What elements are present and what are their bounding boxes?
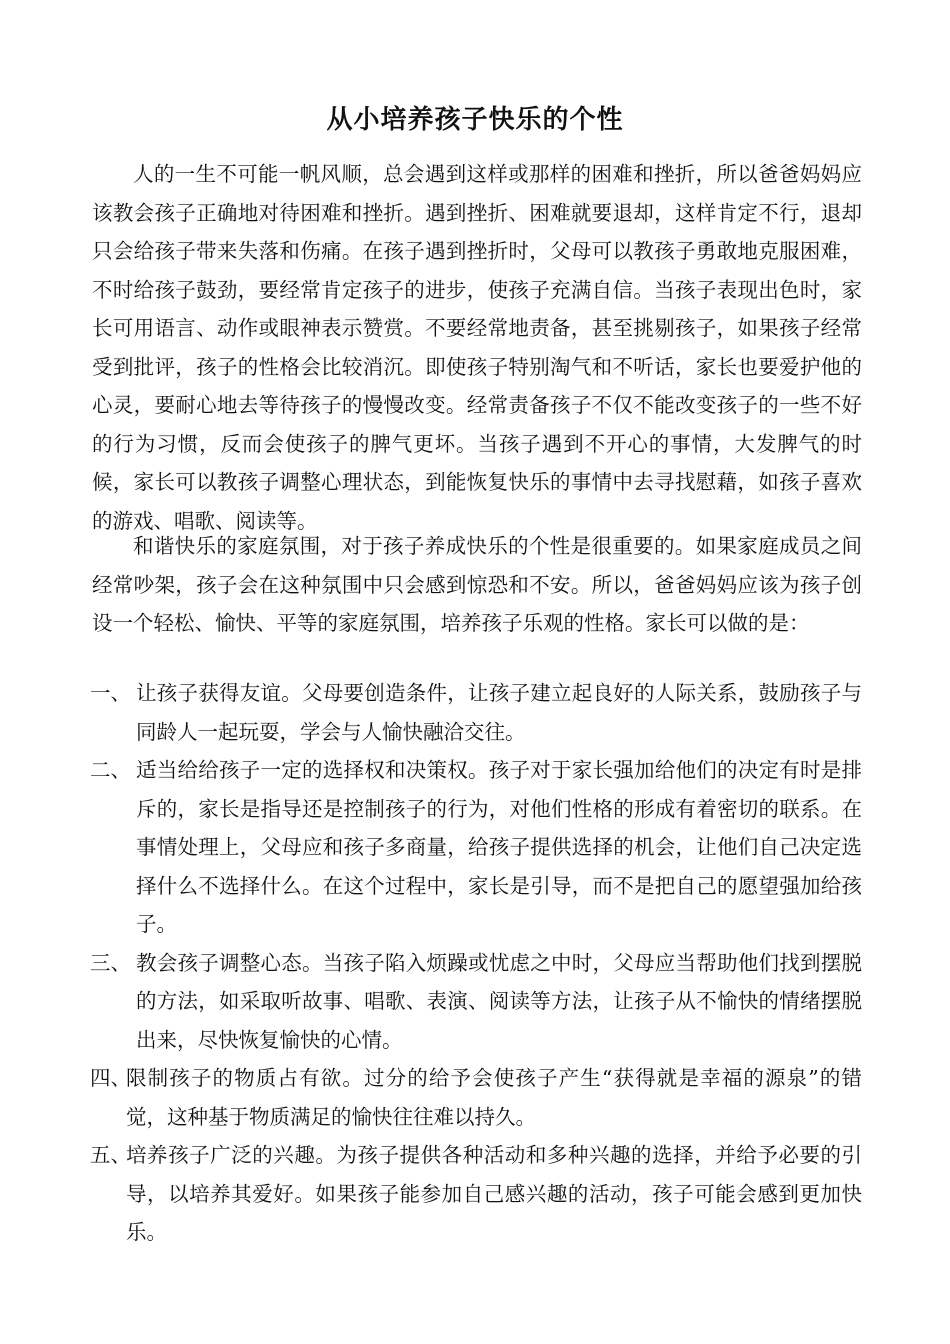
list-item-text: 限制孩子的物质占有欲。过分的给予会使孩子产生“获得就是幸福的源泉”的错觉，这种基于物质满足的愉快往往难以持久。	[126, 1066, 862, 1129]
body-paragraph-2: 和谐快乐的家庭氛围，对于孩子养成快乐的个性是很重要的。如果家庭成员之间经常吵架，孩子会在这种氛围中只会感到惊恐和不安。所以，爸爸妈妈应该为孩子创设一个轻松、愉快、平等的家庭氛围，培养孩子乐观的性格。家长可以做的是：	[92, 534, 862, 635]
list-marker: 四、	[90, 1066, 131, 1090]
list-item-text: 教会孩子调整心态。当孩子陷入烦躁或忧虑之中时，父母应当帮助他们找到摆脱的方法，如采取听故事、唱歌、表演、阅读等方法，让孩子从不愉快的情绪摆脱出来，尽快恢复愉快的心情。	[136, 950, 862, 1052]
list-item-3	[92, 944, 862, 1060]
list-marker: 五、	[90, 1143, 131, 1167]
list-item-text: 适当给给孩子一定的选择权和决策权。孩子对于家长强加给他们的决定有时是排斥的，家长是指导还是控制孩子的行为，对他们性格的形成有着密切的联系。在事情处理上，父母应和孩子多商量，给孩子提供选择的机会，让他们自己决定选择什么不选择什么。在这个过程中，家长是引导，而不是把自己的愿望强加给孩子。	[136, 758, 862, 936]
list-marker: 二、	[90, 758, 131, 782]
document-title: 从小培养孩子快乐的个性	[326, 105, 624, 135]
list-item-2	[92, 751, 862, 944]
list-item-5	[92, 1136, 862, 1252]
tips-list	[92, 674, 862, 1252]
list-item-text: 培养孩子广泛的兴趣。为孩子提供各种活动和多种兴趣的选择，并给予必要的引导，以培养其爱好。如果孩子能参加自己感兴趣的活动，孩子可能会感到更加快乐。	[126, 1143, 862, 1244]
list-item-1	[92, 674, 862, 751]
list-item-4	[92, 1059, 862, 1136]
list-marker: 三、	[90, 950, 131, 975]
body-paragraph-1: 人的一生不可能一帆风顺，总会遇到这样或那样的困难和挫折，所以爸爸妈妈应该教会孩子正确地对待困难和挫折。遇到挫折、困难就要退却，这样肯定不行，退却只会给孩子带来失落和伤痛。在孩子遇到挫折时，父母可以教孩子勇敢地克服困难，不时给孩子鼓劲，要经常肯定孩子的进步，使孩子充满自信。当孩子表现出色时，家长可用语言、动作或眼神表示赞赏。不要经常地责备，甚至挑剔孩子，如果孩子经常受到批评，孩子的性格会比较消沉。即使孩子特别淘气和不听话，家长也要爱护他的心灵，要耐心地去等待孩子的慢慢改变。经常责备孩子不仅不能改变孩子的一些不好的行为习惯，反而会使孩子的脾气更坏。当孩子遇到不开心的事情，大发脾气的时候，家长可以教孩子调整心理状态，到能恢复快乐的事情中去寻找慰藉，如孩子喜欢的游戏、唱歌、阅读等。	[92, 162, 862, 533]
list-item-text: 让孩子获得友谊。父母要创造条件，让孩子建立起良好的人际关系，鼓励孩子与同龄人一起玩耍，学会与人愉快融洽交往。	[136, 681, 862, 744]
list-marker: 一、	[90, 681, 131, 705]
